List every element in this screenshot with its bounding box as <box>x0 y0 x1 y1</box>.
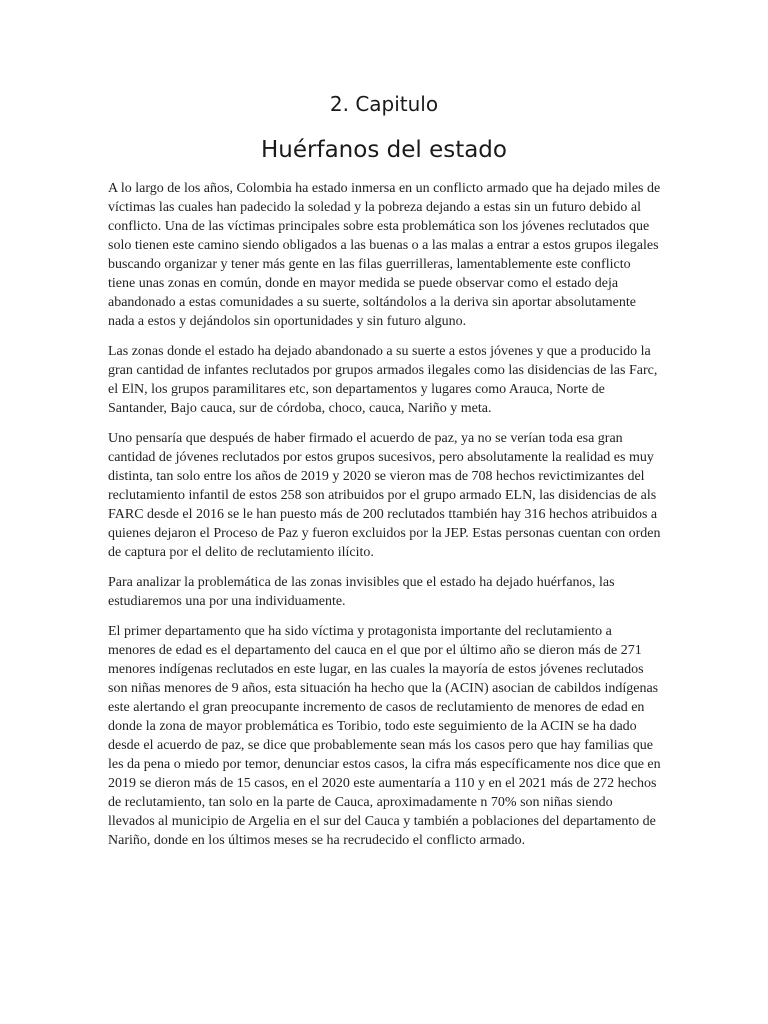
chapter-heading: 2. Capitulo <box>329 92 439 116</box>
paragraph-2: Las zonas donde el estado ha dejado abandonado a su suerte a estos jóvenes y que a producido la gran cantidad de infantes reclutados por grupos armados ilegales como las disidencias de las Farc, el ElN, los grupos paramilitares etc, son departamentos y lugares como Arauca, Norte de Santander, Bajo cauca, sur de córdoba, choco, cauca, Nariño y meta. <box>108 344 658 416</box>
paragraph-3: Uno pensaría que después de haber firmado el acuerdo de paz, ya no se verían toda esa gran cantidad de jóvenes reclutados por estos grupos sucesivos, pero absolutamente la realidad es muy distinta, tan solo entre los años de 2019 y 2020 se vieron mas de 708 hechos revictimizantes del reclutamiento infantil de estos 258 son atribuidos por el grupo armado ELN, las disidencias de als FARC desde el 2016 se le han puesto más de 200 reclutados ttambién hay 316 hechos atribuidos a quienes dejaron el Proceso de Paz y fueron excluidos por la JEP. Estas personas cuentan con orden de captura por el delito de reclutamiento ilícito. <box>108 431 661 560</box>
paragraph-4: Para analizar la problemática de las zonas invisibles que el estado ha dejado huérfanos, las estudiaremos una por una individuamente. <box>108 575 615 609</box>
paragraph-1: A lo largo de los años, Colombia ha estado inmersa en un conflicto armado que ha dejado miles de víctimas las cuales han padecido la soledad y la pobreza dejando a estas sin un futuro debido al conflicto. Una de las víctimas principales sobre esta problemática son los jóvenes reclutados que solo tienen este camino siendo obligados a las buenas o a las malas a entrar a estos grupos ilegales buscando organizar y tener más gente en las filas guerrilleras, lamentablemente este conflicto tiene unas zonas en común, donde en mayor medida se puede observar como el estado deja abandonado a estas comunidades a su suerte, soltándolos a la deriva sin aportar absolutamente nada a estos y dejándolos sin oportunidades y sin futuro alguno. <box>108 181 661 329</box>
chapter-title: Huérfanos del estado <box>261 137 507 163</box>
body-text <box>108 179 661 861</box>
paragraph-5: El primer departamento que ha sido víctima y protagonista importante del reclutamiento a menores de edad es el departamento del cauca en el que por el último año se dieron más de 271 menores indígenas reclutados en este lugar, en las cuales la mayoría de estos jóvenes reclutados son niñas menores de 9 años, esta situación ha hecho que la (ACIN) asocian de cabildos indígenas este alertando el gran preocupante incremento de casos de reclutamiento de menores de edad en donde la zona de mayor problemática es Toribio, todo este seguimiento de la ACIN se ha dado desde el acuerdo de paz, se dice que probablemente sean más los casos pero que hay familias que les da pena o miedo por temor, denunciar estos casos, la cifra más específicamente nos dice que en 2019 se dieron más de 15 casos, en el 2020 este aumentaría a 110 y en el 2021 más de 272 hechos de reclutamiento, tan solo en la parte de Cauca, aproximadamente n 70% son niñas siendo llevados al municipio de Argelia en el sur del Cauca y también a poblaciones del departamento de Nariño, donde en los últimos meses se ha recrudecido el conflicto armado. <box>108 624 661 848</box>
